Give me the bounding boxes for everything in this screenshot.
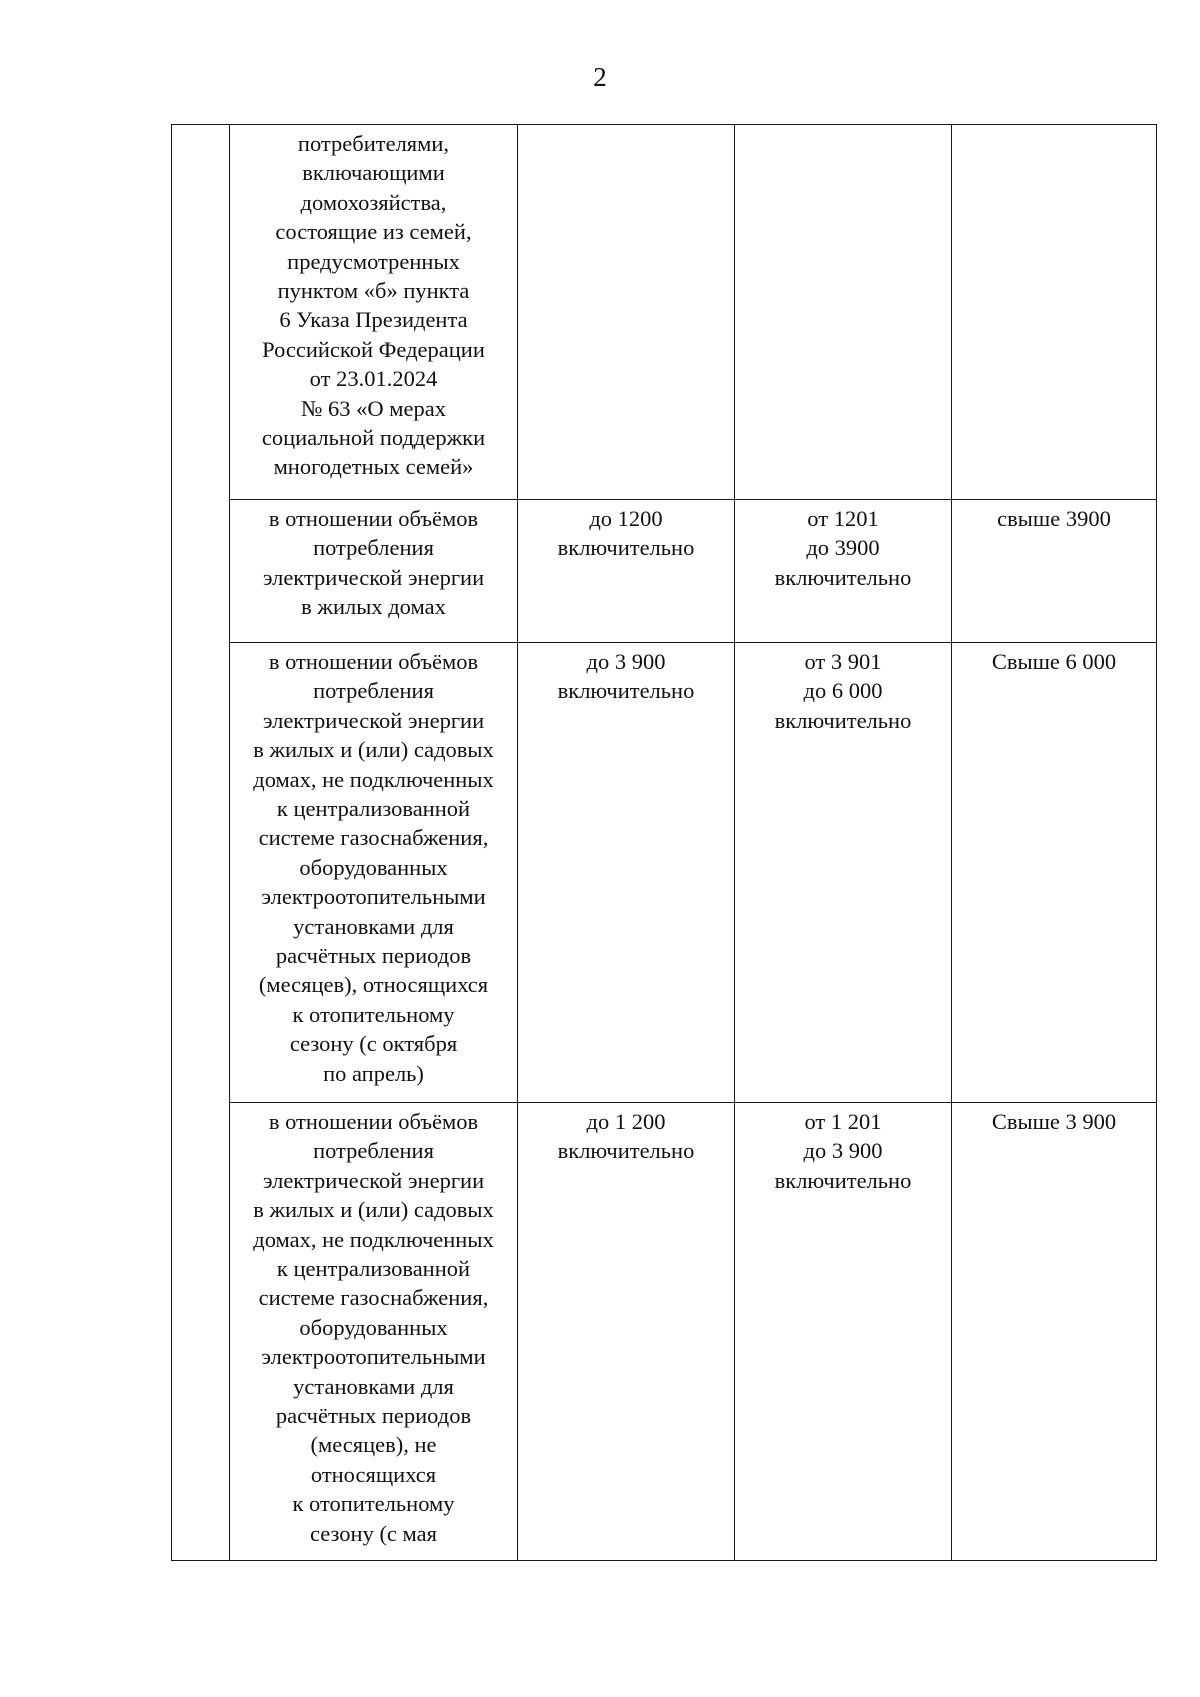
row-number-cell [172,125,230,1561]
description-cell: в отношении объёмов потребления электрической энергии в жилых и (или) садовых домах, не подключенных к централизованной системе газоснабжения, оборудованных электроотопительными установками для расчётных периодов (месяцев), относящихся к отопительному сезону (с октября по апрель) [230,643,518,1103]
range-1-cell: до 1200 включительно [518,500,735,643]
range-3-cell: Свыше 6 000 [952,643,1157,1103]
table-row [172,1103,1157,1561]
description-cell: потребителями, включающими домохозяйства, состоящие из семей, предусмотренных пунктом «б» пункта 6 Указа Президента Российской Федерации от 23.01.2024 № 63 «О мерах социальной поддержки многодетных семей» [230,125,518,500]
range-2-cell: от 1 201 до 3 900 включительно [735,1103,952,1561]
range-2-cell: от 3 901 до 6 000 включительно [735,643,952,1103]
range-1-cell: до 1 200 включительно [518,1103,735,1561]
table-row [172,500,1157,643]
range-3-cell: свыше 3900 [952,500,1157,643]
description-cell: в отношении объёмов потребления электрической энергии в жилых и (или) садовых домах, не подключенных к централизованной системе газоснабжения, оборудованных электроотопительными установками для расчётных периодов (месяцев), не относящихся к отопительному сезону (с мая [230,1103,518,1561]
tariff-table [171,124,1157,1561]
range-2-cell: от 1201 до 3900 включительно [735,500,952,643]
range-1-cell [518,125,735,500]
table-row [172,125,1157,500]
page-number: 2 [593,62,607,92]
range-3-cell [952,125,1157,500]
range-2-cell [735,125,952,500]
range-1-cell: до 3 900 включительно [518,643,735,1103]
description-cell: в отношении объёмов потребления электрической энергии в жилых домах [230,500,518,643]
range-3-cell: Свыше 3 900 [952,1103,1157,1561]
table-row [172,643,1157,1103]
